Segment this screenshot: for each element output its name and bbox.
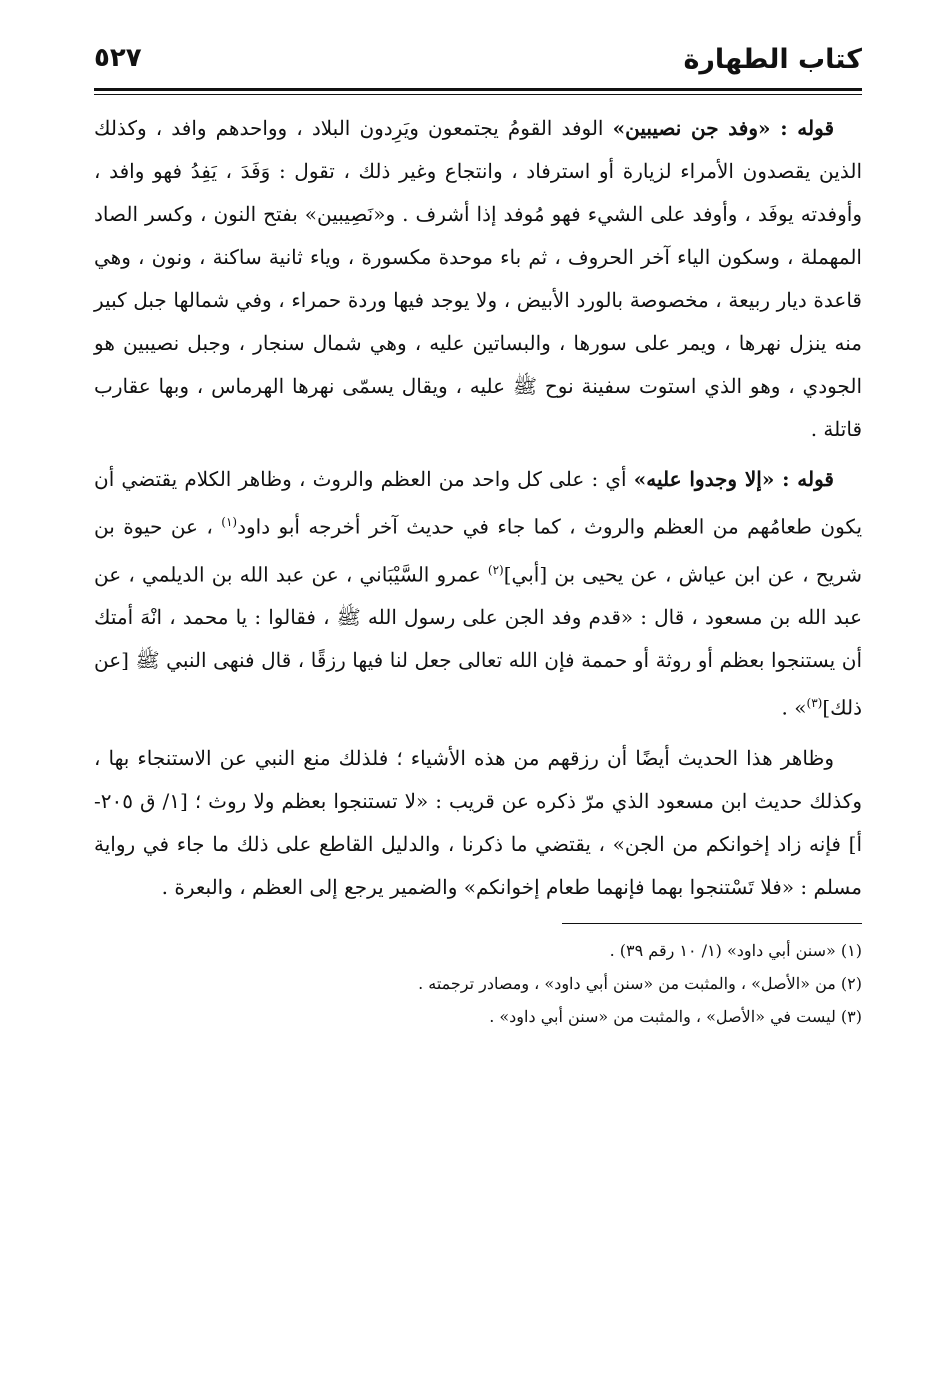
header-rule-thin	[94, 94, 862, 95]
paragraph-body: وظاهر هذا الحديث أيضًا أن رزقهم من هذه الأشياء ؛ فلذلك منع النبي عن الاستنجاء بها ، وكذلك حديث ابن مسعود الذي مرّ ذكره عن قريب : «لا تستنجوا بعظم ولا روث ؛ [١/ ق ٢٠٥-أ] فإنه زاد إخوانكم من الجن» ، يقتضي ما ذكرنا ، والدليل القاطع على ذلك ما جاء في رواية مسلم : «فلا تَسْتنجوا بهما فإنهما طعام إخوانكم» والضمير يرجع إلى العظم ، والبعرة .	[94, 745, 862, 899]
book-title: كتاب الطهارة	[683, 44, 862, 75]
paragraph-body: الوفد القومُ يجتمعون ويَرِدون البلاد ، وواحدهم وافد ، وكذلك الذين يقصدون الأمراء لزيارة أو استرفاد ، وانتجاع وغير ذلك ، تقول : وَفَدَ ، يَفِدُ فهو وافد ، وأوفدته يوفَد ، وأوفد على الشيء فهو مُوفد إذا أشرف . و«نَصِيبين» بفتح النون ، وكسر الصاد المهملة ، وسكون الياء آخر الحروف ، ثم باء موحدة مكسورة ، وياء ثانية ساكنة ، ونون ، وهي قاعدة ديار ربيعة ، مخصوصة بالورد الأبيض ، ولا يوجد فيها وردة حمراء ، وفي شمالها جبل كبير منه ينزل نهرها ، ويمر على سورها ، والبساتين عليه ، وهي شمال سنجار ، وجبل نصيبين هو الجودي ، وهو الذي استوت سفينة نوح ﷺ عليه ، ويقال يسمّى نهرها الهرماس ، وبها عقارب قاتلة .	[94, 116, 862, 441]
footnote-3: (٣) ليست في «الأصل» ، والمثبت من «سنن أبي داود» .	[489, 1006, 862, 1026]
footnotes	[94, 934, 862, 1033]
document-page	[94, 36, 862, 1033]
paragraph-body: أي : على كل واحد من العظم والروث ، وظاهر الكلام يقتضي أن يكون طعامُهم من العظم والروث ، كما جاء في حديث آخر أخرجه أبو داود	[94, 467, 863, 539]
footnote-1: (١) «سنن أبي داود» (١/ ١٠ رقم ٣٩) .	[609, 940, 862, 960]
footnote-ref: (٣)	[806, 696, 823, 711]
paragraph-body: عمرو السَّيْبَاني ، عن عبد الله بن الديلمي ، عن عبد الله بن مسعود ، قال : «قدم وفد الجن على رسول الله ﷺ ، فقالوا : يا محمد ، انْهَ أمتك أن يستنجوا بعظم أو روثة أو حممة فإن الله تعالى جعل لنا فيها رزقًا ، قال فنهى النبي ﷺ [عن ذلك]	[94, 562, 862, 720]
main-text	[94, 107, 862, 909]
page-number: ٥٢٧	[94, 43, 142, 73]
paragraph-lead: قوله : «وفد جن نصيبين»	[612, 116, 835, 140]
page-header	[94, 36, 862, 82]
paragraph-body: ، عن حيوة بن شريح ، عن ابن عياش ، عن يحيى بن [أبي]	[94, 514, 862, 587]
paragraph-1	[94, 107, 862, 451]
header-rule-thick	[94, 88, 862, 91]
footnote-separator	[562, 923, 862, 924]
paragraph-lead: قوله : «إلا وجدوا عليه»	[633, 467, 834, 491]
footnote-ref: (٢)	[487, 562, 504, 577]
footnote-ref: (١)	[221, 515, 238, 529]
footnote-2: (٢) من «الأصل» ، والمثبت من «سنن أبي داود» ، ومصادر ترجمته .	[418, 973, 862, 993]
paragraph-3	[94, 737, 862, 909]
paragraph-body: » .	[781, 695, 807, 720]
paragraph-2	[94, 458, 862, 730]
